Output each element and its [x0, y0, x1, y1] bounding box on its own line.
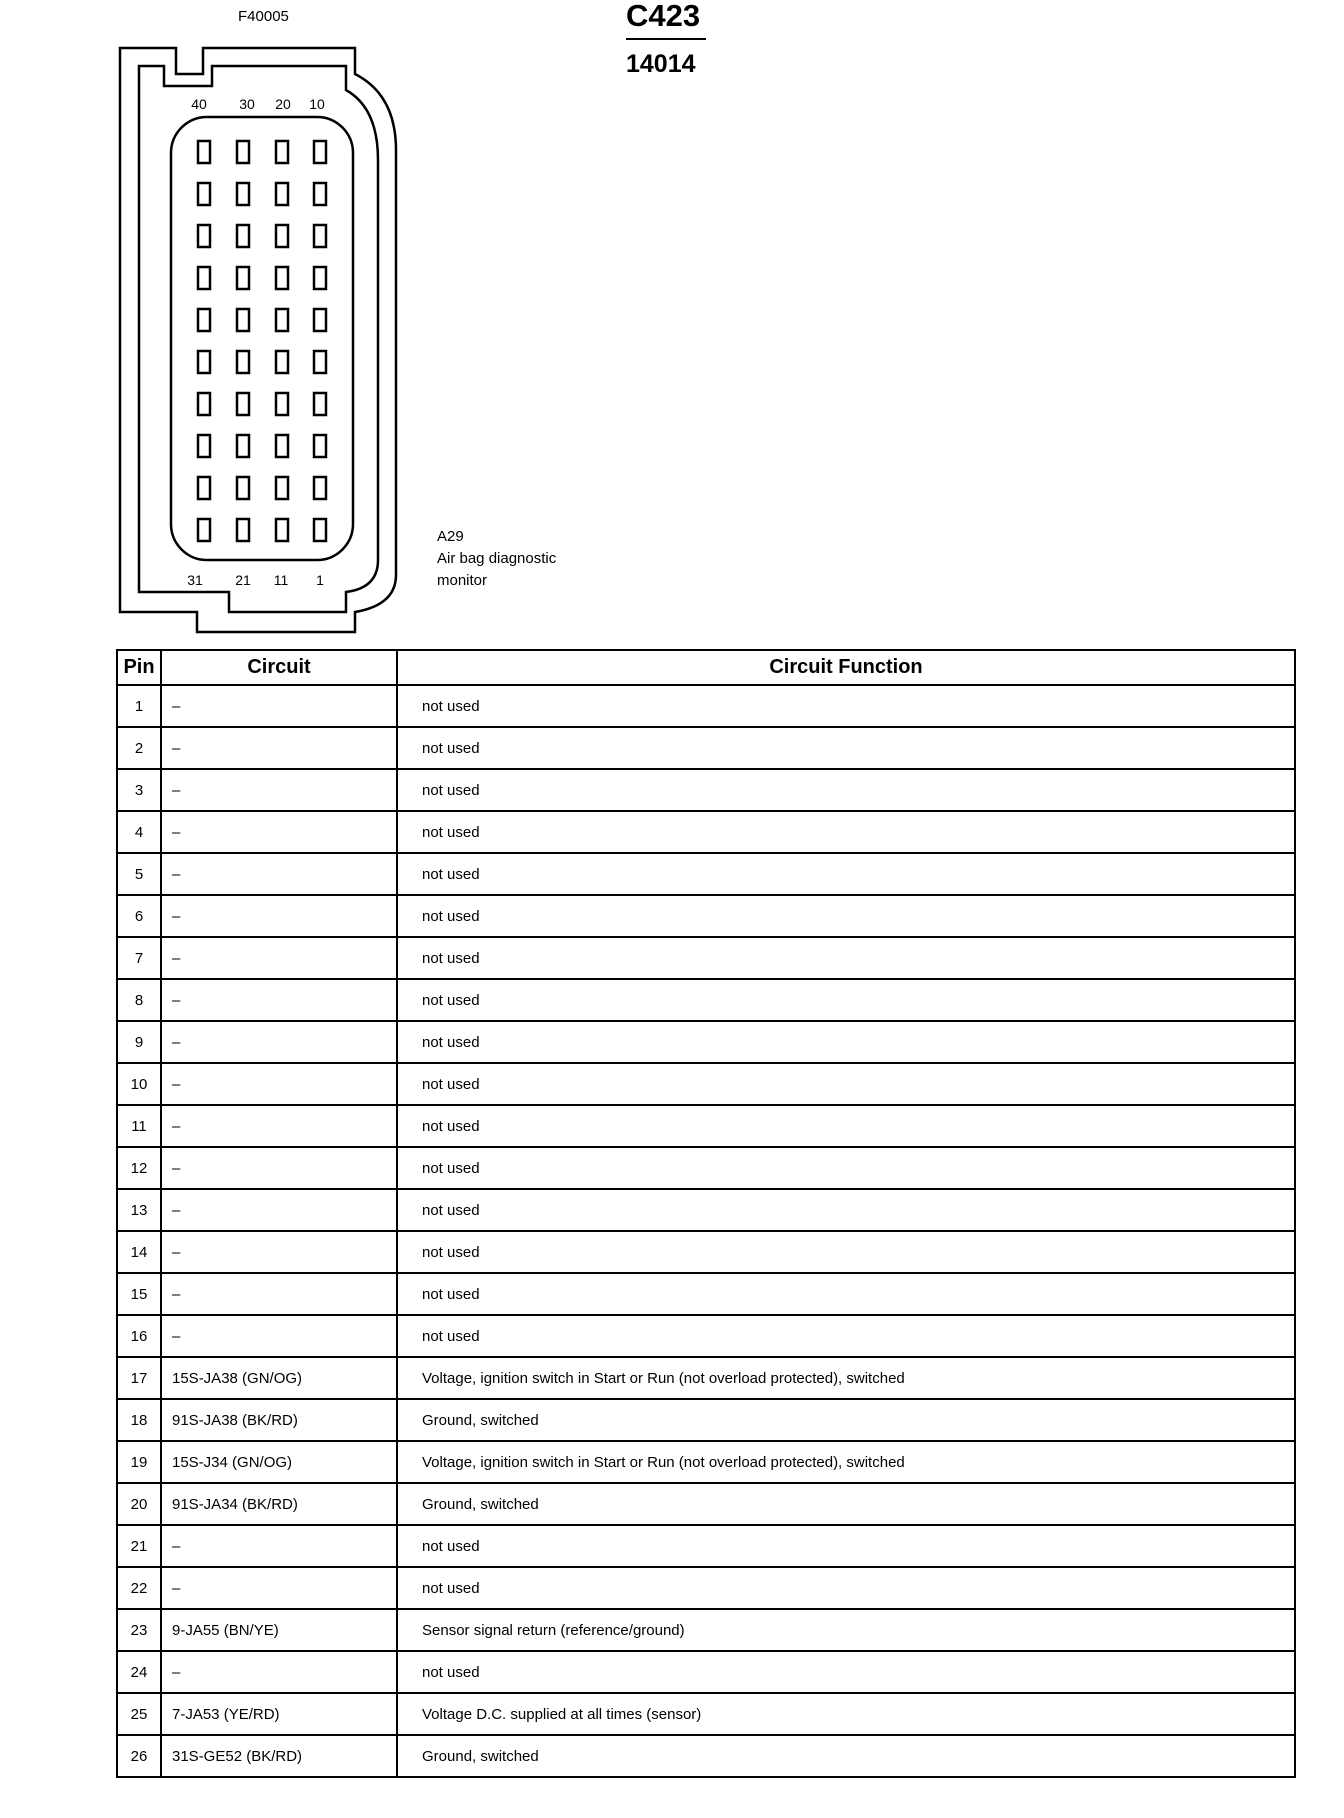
component-name-line2: monitor — [437, 572, 488, 589]
pin-label-top: 20 — [275, 96, 291, 112]
pin-number: 8 — [117, 979, 161, 1021]
table-row — [117, 1189, 1295, 1231]
connector-id: C423 — [626, 0, 701, 33]
pin-number: 14 — [117, 1231, 161, 1273]
circuit-function: Voltage, ignition switch in Start or Run (not overload protected), switched — [397, 1441, 1295, 1483]
pin-cavity — [198, 267, 210, 289]
header-circuit: Circuit — [161, 650, 397, 685]
pin-cavity — [314, 393, 326, 415]
circuit-function: Ground, switched — [397, 1483, 1295, 1525]
circuit-function: not used — [397, 979, 1295, 1021]
pin-number: 20 — [117, 1483, 161, 1525]
circuit-function: not used — [397, 1063, 1295, 1105]
pin-cavity — [198, 141, 210, 163]
table-row — [117, 1693, 1295, 1735]
circuit-function: not used — [397, 895, 1295, 937]
pin-number: 10 — [117, 1063, 161, 1105]
circuit-function: not used — [397, 811, 1295, 853]
table-row — [117, 685, 1295, 727]
table-row — [117, 1483, 1295, 1525]
pin-cavity — [314, 477, 326, 499]
table-row — [117, 1651, 1295, 1693]
pin-number: 24 — [117, 1651, 161, 1693]
pin-cavity — [314, 141, 326, 163]
pin-number: 16 — [117, 1315, 161, 1357]
circuit-code: 15S-J34 (GN/OG) — [161, 1441, 397, 1483]
circuit-code: – — [161, 1021, 397, 1063]
circuit-function: not used — [397, 1525, 1295, 1567]
circuit-code: – — [161, 1105, 397, 1147]
table-row — [117, 1399, 1295, 1441]
circuit-function: not used — [397, 1189, 1295, 1231]
component-name-line1: Air bag diagnostic — [437, 550, 557, 567]
table-row — [117, 727, 1295, 769]
pin-cavity — [237, 351, 249, 373]
pin-cavity — [198, 225, 210, 247]
pin-cavity — [276, 519, 288, 541]
circuit-code: – — [161, 1063, 397, 1105]
pin-label-bottom: 21 — [235, 572, 251, 588]
circuit-code: – — [161, 769, 397, 811]
pin-number: 22 — [117, 1567, 161, 1609]
table-row — [117, 1735, 1295, 1777]
pin-cavity — [237, 309, 249, 331]
pin-number: 1 — [117, 685, 161, 727]
pin-cavity — [314, 351, 326, 373]
pin-cavity — [237, 435, 249, 457]
pin-number: 26 — [117, 1735, 161, 1777]
pin-number: 5 — [117, 853, 161, 895]
table-row — [117, 1567, 1295, 1609]
part-number: 14014 — [626, 50, 696, 78]
table-row — [117, 1063, 1295, 1105]
circuit-code: – — [161, 1189, 397, 1231]
pin-cavity — [314, 183, 326, 205]
circuit-code: – — [161, 1147, 397, 1189]
pin-label-bottom: 31 — [187, 572, 203, 588]
figure-id: F40005 — [238, 8, 289, 25]
pin-cavity — [276, 267, 288, 289]
table-row — [117, 1315, 1295, 1357]
pin-number: 7 — [117, 937, 161, 979]
circuit-code: 9-JA55 (BN/YE) — [161, 1609, 397, 1651]
circuit-function: Sensor signal return (reference/ground) — [397, 1609, 1295, 1651]
pin-cavity — [276, 477, 288, 499]
pin-cavity — [276, 183, 288, 205]
pin-label-top: 10 — [309, 96, 325, 112]
connector-face-diagram — [0, 0, 500, 645]
table-row — [117, 1147, 1295, 1189]
pin-cavity — [276, 141, 288, 163]
circuit-code: – — [161, 811, 397, 853]
circuit-code: 91S-JA34 (BK/RD) — [161, 1483, 397, 1525]
connector-outer-outline — [120, 48, 396, 632]
pin-cavity — [314, 309, 326, 331]
pin-cavity — [276, 351, 288, 373]
pin-cavity — [237, 225, 249, 247]
table-row — [117, 811, 1295, 853]
circuit-code: – — [161, 685, 397, 727]
pin-cavity — [276, 225, 288, 247]
pin-cavity — [237, 477, 249, 499]
pin-cavity — [237, 141, 249, 163]
circuit-code: – — [161, 979, 397, 1021]
pin-number: 12 — [117, 1147, 161, 1189]
header-circuit-function: Circuit Function — [397, 650, 1295, 685]
table-header-row — [117, 650, 1295, 685]
circuit-code: – — [161, 727, 397, 769]
table-row — [117, 979, 1295, 1021]
circuit-code: – — [161, 1651, 397, 1693]
circuit-code: 7-JA53 (YE/RD) — [161, 1693, 397, 1735]
pinout-table — [116, 649, 1296, 1778]
circuit-function: not used — [397, 727, 1295, 769]
table-row — [117, 1021, 1295, 1063]
circuit-function: not used — [397, 1651, 1295, 1693]
connector-inner-outline — [139, 66, 378, 612]
circuit-function: not used — [397, 853, 1295, 895]
pin-cavity — [198, 183, 210, 205]
pin-cavity — [237, 519, 249, 541]
header-pin: Pin — [117, 650, 161, 685]
table-row — [117, 1525, 1295, 1567]
circuit-function: not used — [397, 1105, 1295, 1147]
circuit-function: not used — [397, 769, 1295, 811]
pin-number: 4 — [117, 811, 161, 853]
circuit-function: Ground, switched — [397, 1399, 1295, 1441]
circuit-code: – — [161, 853, 397, 895]
pin-cavity — [237, 393, 249, 415]
table-row — [117, 1357, 1295, 1399]
pin-cavity — [314, 225, 326, 247]
pin-cavity — [314, 519, 326, 541]
circuit-code: – — [161, 937, 397, 979]
pin-cavity — [198, 351, 210, 373]
pin-number: 6 — [117, 895, 161, 937]
pin-number: 11 — [117, 1105, 161, 1147]
pin-cavity — [198, 477, 210, 499]
pin-number: 19 — [117, 1441, 161, 1483]
table-row — [117, 1441, 1295, 1483]
circuit-function: not used — [397, 937, 1295, 979]
pin-cavity — [198, 435, 210, 457]
pin-number: 9 — [117, 1021, 161, 1063]
circuit-function: not used — [397, 1231, 1295, 1273]
circuit-code: – — [161, 1315, 397, 1357]
pin-label-top: 40 — [191, 96, 207, 112]
pin-cavity — [276, 309, 288, 331]
circuit-function: Voltage D.C. supplied at all times (sensor) — [397, 1693, 1295, 1735]
table-row — [117, 853, 1295, 895]
pin-number: 23 — [117, 1609, 161, 1651]
circuit-function: Voltage, ignition switch in Start or Run (not overload protected), switched — [397, 1357, 1295, 1399]
pin-number: 25 — [117, 1693, 161, 1735]
pin-number: 15 — [117, 1273, 161, 1315]
circuit-function: not used — [397, 1315, 1295, 1357]
pin-grid — [198, 141, 326, 541]
table-row — [117, 1105, 1295, 1147]
pin-cavity — [237, 183, 249, 205]
table-row — [117, 1231, 1295, 1273]
circuit-code: – — [161, 1231, 397, 1273]
pin-number: 21 — [117, 1525, 161, 1567]
pin-cavity — [314, 267, 326, 289]
table-row — [117, 895, 1295, 937]
circuit-code: 31S-GE52 (BK/RD) — [161, 1735, 397, 1777]
circuit-code: – — [161, 1567, 397, 1609]
circuit-function: not used — [397, 1567, 1295, 1609]
circuit-function: not used — [397, 685, 1295, 727]
pin-number: 3 — [117, 769, 161, 811]
pin-cavity — [198, 393, 210, 415]
circuit-function: Ground, switched — [397, 1735, 1295, 1777]
component-code: A29 — [437, 528, 464, 545]
table-row — [117, 769, 1295, 811]
circuit-code: – — [161, 1525, 397, 1567]
circuit-code: – — [161, 895, 397, 937]
table-row — [117, 937, 1295, 979]
title-divider — [626, 38, 706, 40]
pin-number: 17 — [117, 1357, 161, 1399]
circuit-code: 15S-JA38 (GN/OG) — [161, 1357, 397, 1399]
pin-cavity — [237, 267, 249, 289]
circuit-code: 91S-JA38 (BK/RD) — [161, 1399, 397, 1441]
circuit-function: not used — [397, 1147, 1295, 1189]
circuit-code: – — [161, 1273, 397, 1315]
pin-cavity — [276, 393, 288, 415]
pin-label-bottom: 11 — [273, 572, 289, 588]
pin-number: 2 — [117, 727, 161, 769]
circuit-function: not used — [397, 1273, 1295, 1315]
table-row — [117, 1273, 1295, 1315]
pin-number: 13 — [117, 1189, 161, 1231]
pin-cavity — [198, 309, 210, 331]
pin-number: 18 — [117, 1399, 161, 1441]
pin-cavity — [198, 519, 210, 541]
pin-label-bottom: 1 — [316, 572, 324, 588]
pin-label-top: 30 — [239, 96, 255, 112]
table-row — [117, 1609, 1295, 1651]
circuit-function: not used — [397, 1021, 1295, 1063]
pin-cavity — [314, 435, 326, 457]
pin-cavity — [276, 435, 288, 457]
